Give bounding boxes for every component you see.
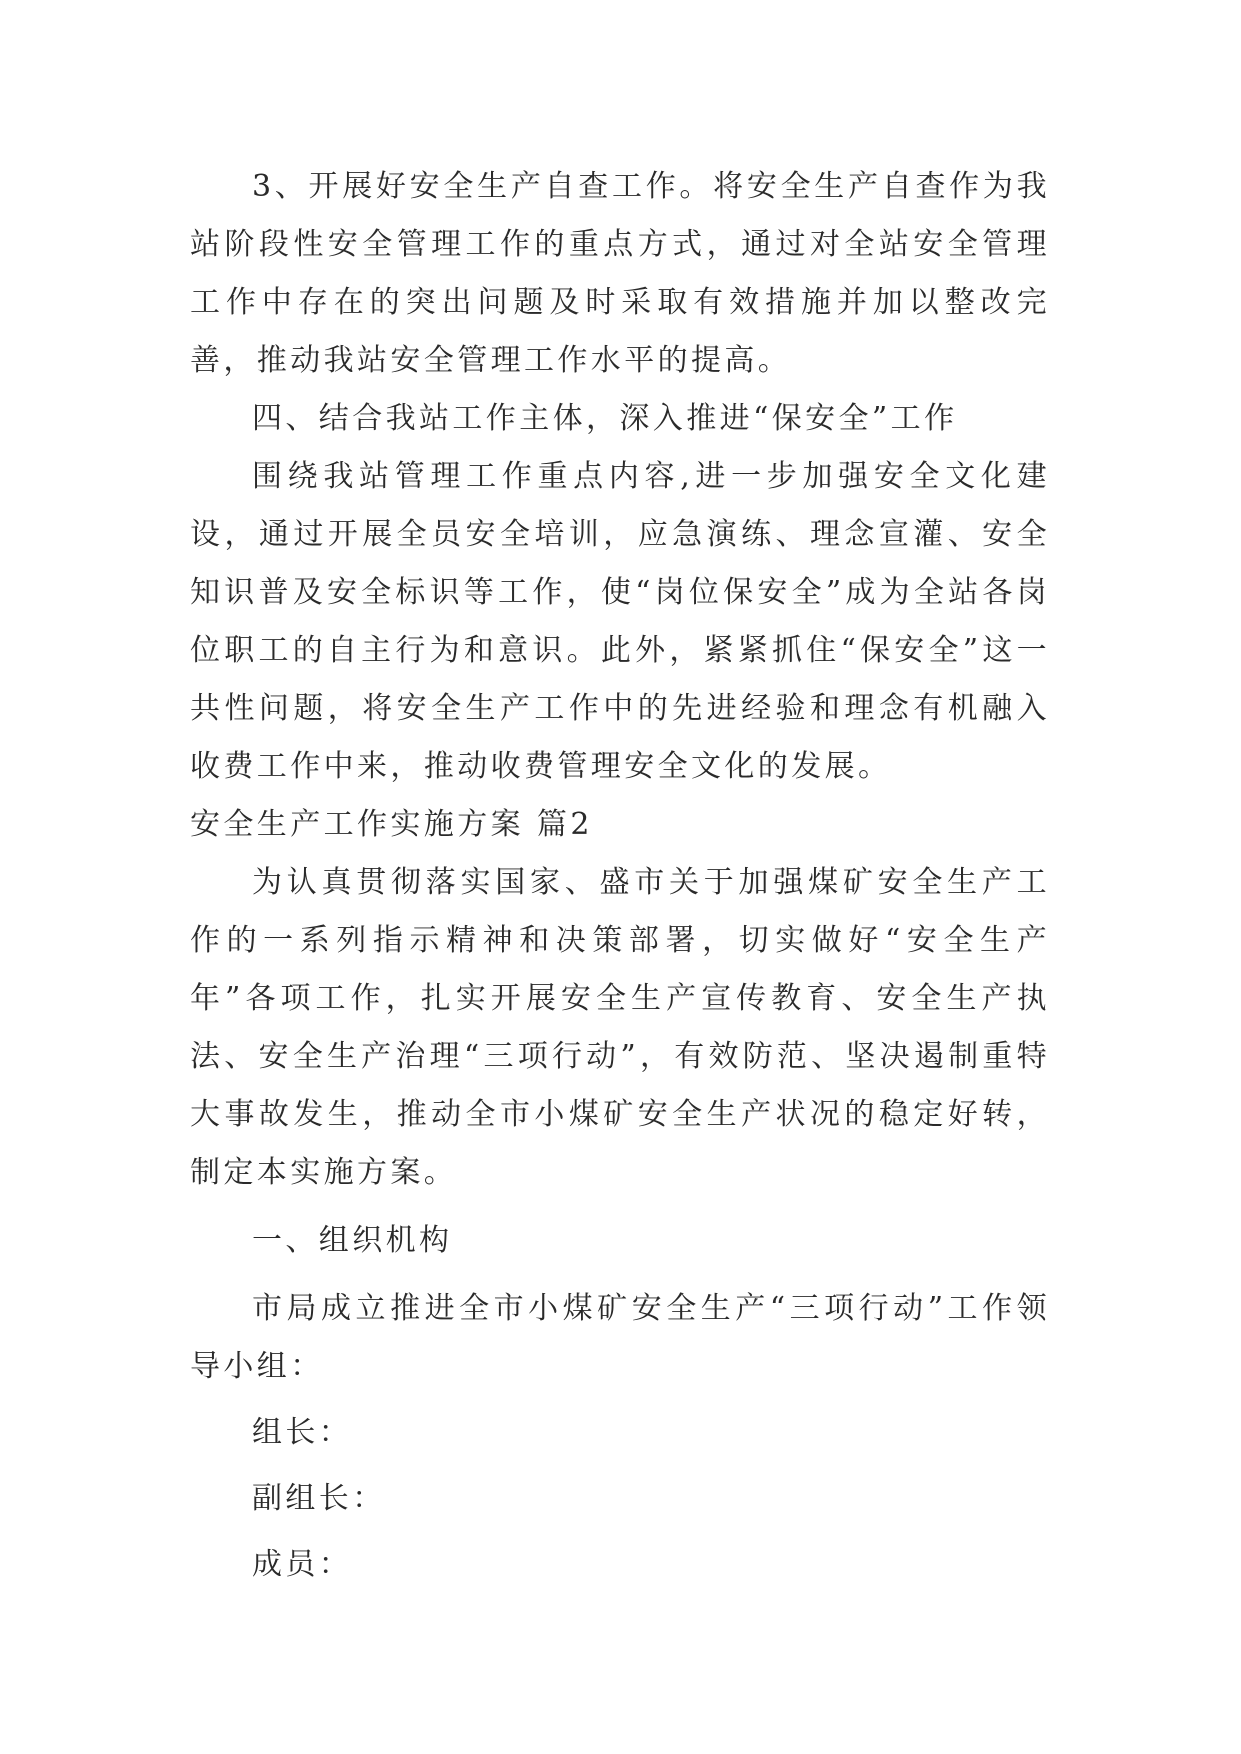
- heading-section-four: 四、结合我站工作主体，深入推进“保安全”工作: [252, 401, 958, 436]
- leader-field: 组长：: [252, 1415, 353, 1450]
- document-page: [190, 158, 1050, 1594]
- deputy-leader-field: 副组长：: [252, 1481, 386, 1516]
- paragraph-implementation-intro: 为认真贯彻落实国家、盛市关于加强煤矿安全生产工作的一系列指示精神和决策部署，切实做好“安全生产年”各项工作，扎实开展安全生产宣传教育、安全生产执法、安全生产治理“三项行动”，有效防范、坚决遏制重特大事故发生，推动全市小煤矿安全生产状况的稳定好转，制定本实施方案。: [190, 865, 1050, 1190]
- heading-organization: 一、组织机构: [252, 1223, 453, 1258]
- paragraph-leading-group: 市局成立推进全市小煤矿安全生产“三项行动”工作领导小组：: [190, 1291, 1050, 1384]
- members-field: 成员：: [252, 1547, 353, 1582]
- paragraph-safety-culture: 围绕我站管理工作重点内容,进一步加强安全文化建设，通过开展全员安全培训，应急演练、理念宣灌、安全知识普及安全标识等工作，使“岗位保安全”成为全站各岗位职工的自主行为和意识。此外，紧紧抓住“保安全”这一共性问题，将安全生产工作中的先进经验和理念有机融入收费工作中来，推动收费管理安全文化的发展。: [190, 459, 1050, 784]
- section-title-part-2: 安全生产工作实施方案 篇2: [190, 807, 593, 842]
- paragraph-self-inspection: 3、开展好安全生产自查工作。将安全生产自查作为我站阶段性安全管理工作的重点方式，通过对全站安全管理工作中存在的突出问题及时采取有效措施并加以整改完善，推动我站安全管理工作水平的提高。: [190, 169, 1050, 378]
